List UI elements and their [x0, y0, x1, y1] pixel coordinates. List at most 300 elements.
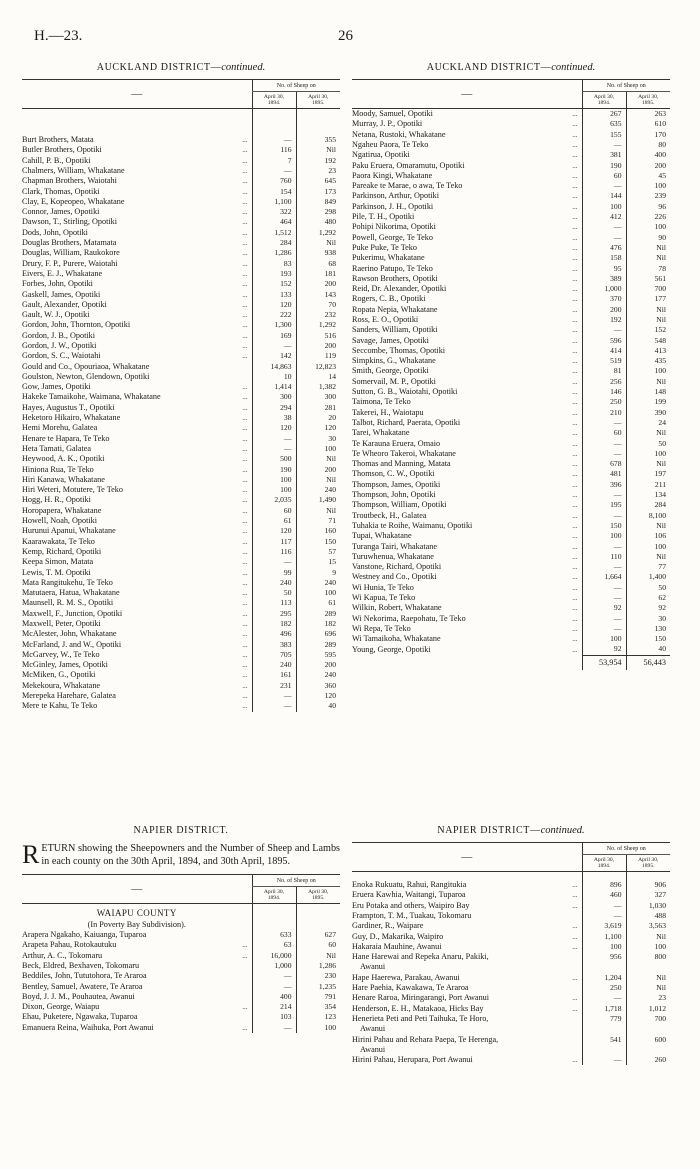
year-1894-header: April 30, 1894. — [252, 92, 296, 109]
sheep-1895 — [626, 1024, 670, 1034]
table-row: Henare te Hapara, Te Teko ... — 30 — [22, 434, 340, 444]
owner-name: Cahill, P. B., Opotiki — [22, 155, 91, 165]
owner-name: Maxwell, Peter, Opotiki — [22, 619, 101, 628]
sheep-1895: 480 — [296, 217, 340, 227]
sheep-1895: 68 — [296, 259, 340, 269]
owner-name: Guy, D., Makarika, Waipiro — [352, 931, 444, 941]
subdivision-heading: (In Poverty Bay Subdivision). — [87, 920, 186, 929]
owner-name: Raerino Patupo, Te Teko — [352, 263, 433, 273]
sheep-table — [22, 874, 340, 1033]
sheep-1894: 476 — [582, 243, 626, 253]
sheep-1895: 100 — [626, 366, 670, 376]
sheep-1894: 193 — [252, 269, 296, 279]
owner-name: Mata Rangitukehu, Te Teko — [22, 577, 113, 587]
sheep-count-header: No. of Sheep on — [252, 80, 340, 92]
sheep-1895: 390 — [626, 408, 670, 418]
name-column-header: — — [22, 875, 252, 904]
sheep-1894: 496 — [252, 629, 296, 639]
table-row: Troutbeck, H., Galatea ... — 8,100 — [352, 511, 670, 521]
sheep-1894: — — [582, 993, 626, 1003]
owner-name: Gordon, S. C., Waiotahi — [22, 351, 101, 361]
sheep-1895: 240 — [296, 485, 340, 495]
table-row: Taimona, Te Teko ... 250 199 — [352, 397, 670, 407]
owner-name: Thomas and Manning, Matata — [352, 459, 451, 469]
sheep-1895: 106 — [626, 531, 670, 541]
sheep-1894: 200 — [582, 305, 626, 315]
sheep-1894: 267 — [582, 109, 626, 120]
owner-name: Taimona, Te Teko — [352, 397, 411, 407]
table-row: Young, George, Opotiki ... 92 40 — [352, 644, 670, 655]
owner-name: Wi Nekorima, Raepohatu, Te Teko — [352, 613, 466, 623]
owner-name: Thomson, C. W., Opotiki — [352, 469, 435, 479]
owner-name: Hane Harewai and Repeka Anaru, Pakiki, — [352, 952, 489, 962]
sheep-1894: 214 — [252, 1002, 296, 1012]
sheep-1895: 9 — [296, 567, 340, 577]
sheep-1894: 481 — [582, 469, 626, 479]
owner-name: Gaskell, James, Opotiki — [22, 289, 101, 299]
sheep-table — [352, 79, 670, 670]
owner-name: Rawson Brothers, Opotiki — [352, 273, 438, 283]
table-row: Douglas Brothers, Matamata ... 284 Nil — [22, 238, 340, 248]
sheep-1894: 100 — [582, 634, 626, 644]
owner-name: Butler Brothers, Opotiki — [22, 145, 102, 155]
sheep-1894: 322 — [252, 207, 296, 217]
sheep-1895: 239 — [626, 191, 670, 201]
sheep-1894: 100 — [582, 942, 626, 952]
sheep-1895: 130 — [626, 624, 670, 634]
sheep-1894: — — [582, 511, 626, 521]
sheep-1895: 119 — [296, 351, 340, 361]
sheep-1894: 81 — [582, 366, 626, 376]
sheep-1894: 896 — [582, 880, 626, 890]
table-row: Arapeta Pahau, Rotokautuku ... 63 60 — [22, 940, 340, 950]
sheep-1894: 113 — [252, 598, 296, 608]
table-row: Maunsell, R. M. S., Opotiki ... 113 61 — [22, 598, 340, 608]
sheep-1895: 938 — [296, 248, 340, 258]
sheep-1895: 240 — [296, 578, 340, 588]
sheep-1894: — — [582, 449, 626, 459]
sheep-1895: 1,286 — [296, 961, 340, 971]
sheep-1895: 200 — [626, 160, 670, 170]
table-row: Gault, Alexander, Opotiki ... 120 70 — [22, 300, 340, 310]
table-row: Wi Hunia, Te Teko ... — 50 — [352, 583, 670, 593]
owner-name: Arthur, A. C., Tokomaru — [22, 950, 103, 960]
year-1894-header: April 30, 1894. — [582, 92, 626, 109]
table-row: Wi Nekorima, Raepohatu, Te Teko ... — 30 — [352, 614, 670, 624]
owner-name: Hare Paehia, Kawakawa, Te Araroa — [352, 983, 469, 993]
owner-name: Henderson, E. H., Matakaoa, Hicks Bay — [352, 1003, 484, 1013]
sheep-1895: 100 — [626, 541, 670, 551]
sheep-1895: Nil — [626, 243, 670, 253]
owner-name: Chalmers, William, Whakatane — [22, 165, 125, 175]
sheep-1895: 61 — [296, 598, 340, 608]
table-row: Hakaraia Mauhine, Awanui ... 100 100 — [352, 942, 670, 952]
table-row: Hiniona Rua, Te Teko ... 190 200 — [22, 465, 340, 475]
owner-name: McAlester, John, Whakatane — [22, 629, 117, 639]
sheep-1895: Nil — [626, 459, 670, 469]
table-row: Gardiner, R., Waipare ... 3,619 3,563 — [352, 921, 670, 931]
owner-name: Hirini Pahau and Rehara Paepa, Te Herenga, — [352, 1034, 499, 1044]
table-row: McFarland, J. and W., Opotiki ... 383 289 — [22, 640, 340, 650]
owner-name: Pile, T. H., Opotiki — [352, 212, 415, 222]
table-row: Mekekoura, Whakatane ... 231 360 — [22, 681, 340, 691]
sheep-1895: 71 — [296, 516, 340, 526]
owner-name: Netana, Rustoki, Whakatane — [352, 129, 446, 139]
table-row: Guy, D., Makarika, Waipiro ... 1,100 Nil — [352, 931, 670, 941]
table-row: Arthur, A. C., Tokomaru ... 16,000 Nil — [22, 951, 340, 961]
sheep-1895: 240 — [296, 670, 340, 680]
sheep-1894: 100 — [582, 202, 626, 212]
sheep-1895: 488 — [626, 911, 670, 921]
sheep-1894: 2,035 — [252, 495, 296, 505]
sheep-1894: 116 — [252, 547, 296, 557]
return-intro: RETURN showing the Sheepowners and the Number of Sheep and Lambs in each county on the 30th April, 1894, and 30th April, 1895. — [22, 840, 340, 869]
table-row: Enoka Rukuatu, Rahui, Rangitukia ... 896 906 — [352, 880, 670, 890]
sheep-1894: 635 — [582, 119, 626, 129]
table-row: Tarei, Whakatane ... 60 Nil — [352, 428, 670, 438]
sheep-1895: 15 — [296, 557, 340, 567]
table-row: Hiri Kanawa, Whakatane ... 100 Nil — [22, 475, 340, 485]
owner-name: Ross, E. O., Opotiki — [352, 314, 419, 324]
table-row: Rawson Brothers, Opotiki ... 389 561 — [352, 274, 670, 284]
sheep-1894: 414 — [582, 346, 626, 356]
table-row: Thomson, C. W., Opotiki ... 481 197 — [352, 469, 670, 479]
table-row: Gordon, J. W., Opotiki ... — 200 — [22, 341, 340, 351]
sheep-1895: 100 — [296, 444, 340, 454]
table-row — [22, 930, 340, 940]
sheep-1895: 100 — [296, 588, 340, 598]
table-row: Keepa Simon, Matata ... — 15 — [22, 557, 340, 567]
table-row: Gordon, John, Thornton, Opotiki ... 1,300 1,292 — [22, 320, 340, 330]
sheep-1894: 120 — [252, 300, 296, 310]
sheep-count-header: No. of Sheep on — [252, 875, 340, 887]
sheep-1894: — — [582, 439, 626, 449]
sheep-1895: 1,030 — [626, 901, 670, 911]
sheep-1894: 396 — [582, 480, 626, 490]
table-row: Powell, George, Te Teko ... — 90 — [352, 233, 670, 243]
sheep-1895: 199 — [626, 397, 670, 407]
owner-name: McGarvey, W., Te Teko — [22, 649, 100, 659]
sheep-1894: 14,863 — [252, 362, 296, 372]
sheep-1895: 800 — [626, 952, 670, 962]
owner-name: Kemp, Richard, Opotiki — [22, 546, 102, 556]
owner-name: Turanga Tairi, Whakatane — [352, 541, 437, 551]
sheep-1895: Nil — [626, 305, 670, 315]
table-row: Seccombe, Thomas, Opotiki ... 414 413 — [352, 346, 670, 356]
table-row: Cahill, P. B., Opotiki ... 7 192 — [22, 156, 340, 166]
owner-name: Emanuera Reina, Waihuka, Port Awanui — [22, 1022, 154, 1032]
sheep-1894: 250 — [582, 397, 626, 407]
sheep-1894: 383 — [252, 640, 296, 650]
owner-name: Wi Hunia, Te Teko — [352, 582, 414, 592]
table-row: Butler Brothers, Opotiki ... 116 Nil — [22, 145, 340, 155]
table-row: Ropata Nepia, Whakatane ... 200 Nil — [352, 305, 670, 315]
sheep-1895: 123 — [296, 1012, 340, 1022]
sheep-1895: 791 — [296, 992, 340, 1002]
table-row: Chapman Brothers, Waiotahi ... 760 645 — [22, 176, 340, 186]
owner-name: Burt Brothers, Matata — [22, 135, 94, 145]
owner-name: Te Wheoro Takeroi, Whakatane — [352, 448, 456, 458]
sheep-1894: — — [252, 557, 296, 567]
owner-name: Kaarawakata, Te Teko — [22, 536, 95, 546]
table-row: Hakeke Tamaikohe, Waimana, Whakatane ... 300 300 — [22, 392, 340, 402]
sheep-1895 — [626, 962, 670, 972]
sheep-1895: 226 — [626, 212, 670, 222]
owner-name: Dawson, T., Stirling, Opotiki — [22, 217, 117, 227]
sheep-1895: 23 — [626, 993, 670, 1003]
sheep-1895: 1,490 — [296, 495, 340, 505]
sheep-1895: 413 — [626, 346, 670, 356]
sheep-1894: 256 — [582, 377, 626, 387]
table-row: Wi Tamaikoha, Whakatane ... 100 150 — [352, 634, 670, 644]
sheep-1894: — — [582, 181, 626, 191]
table-row: Somervail, M. P., Opotiki ... 256 Nil — [352, 377, 670, 387]
sheep-1895: 120 — [296, 423, 340, 433]
sheep-1895: 160 — [296, 526, 340, 536]
owner-name: Westney and Co., Opotiki — [352, 572, 437, 582]
table-row: Pile, T. H., Opotiki ... 412 226 — [352, 212, 670, 222]
sheep-1894: — — [252, 1023, 296, 1033]
table-row: Simpkins, G., Whakatane ... 519 435 — [352, 356, 670, 366]
sheep-1894: — — [582, 593, 626, 603]
owner-name: Tupai, Whakatane — [352, 531, 412, 541]
table-row — [22, 971, 340, 981]
sheep-1894: 38 — [252, 413, 296, 423]
sheep-1895: 435 — [626, 356, 670, 366]
sheep-1895: 561 — [626, 274, 670, 284]
sheep-1895: 1,012 — [626, 1004, 670, 1014]
table-row: Sutton, G. B., Waiotahi, Opotiki ... 146 148 — [352, 387, 670, 397]
table-row: Tupai, Whakatane ... 100 106 — [352, 531, 670, 541]
table-row: Gaskell, James, Opotiki ... 133 143 — [22, 289, 340, 299]
sheep-1895: 627 — [296, 930, 340, 940]
sheep-1895: 263 — [626, 109, 670, 120]
owner-name: Pukerimu, Whakatane — [352, 253, 425, 263]
sheep-1895: 77 — [626, 562, 670, 572]
sheep-1894: — — [582, 624, 626, 634]
table-row: Sanders, William, Opotiki ... — 152 — [352, 325, 670, 335]
sheep-1894: 99 — [252, 567, 296, 577]
sheep-1894: 1,204 — [582, 973, 626, 983]
sheep-1894: 100 — [582, 531, 626, 541]
owner-name: Takerei, H., Waiotapu — [352, 407, 424, 417]
sheep-1895: 100 — [626, 942, 670, 952]
napier-district-left — [22, 825, 340, 1033]
sheep-1894: 240 — [252, 660, 296, 670]
sheep-1895: 298 — [296, 207, 340, 217]
owner-name: Wi Repa, Te Teko — [352, 623, 411, 633]
sheep-1894: 100 — [252, 485, 296, 495]
section-title: AUCKLAND DISTRICT—continued. — [426, 62, 596, 73]
owner-name: Merepeka Harehare, Galatea — [22, 691, 116, 701]
sheep-1895: 327 — [626, 890, 670, 900]
owner-name: Mekekoura, Whakatane — [22, 680, 101, 690]
sheep-1894: 60 — [582, 428, 626, 438]
owner-name: Connor, James, Opotiki — [22, 207, 100, 217]
sheep-1894: — — [582, 901, 626, 911]
owner-name: Beck, Eldred, Bexhaven, Tokomaru — [22, 960, 140, 970]
table-row: Westney and Co., Opotiki ... 1,664 1,400 — [352, 572, 670, 582]
owner-name: Douglas, William, Raukokore — [22, 248, 120, 258]
table-row — [352, 1024, 670, 1034]
owner-name: Hiniona Rua, Te Teko — [22, 464, 94, 474]
sheep-1894: — — [582, 562, 626, 572]
sheep-1895: 40 — [296, 701, 340, 711]
sheep-1895: Nil — [626, 428, 670, 438]
sheep-1894: 1,000 — [252, 961, 296, 971]
table-row: Netana, Rustoki, Whakatane ... 155 170 — [352, 130, 670, 140]
sheep-1894: — — [582, 1055, 626, 1065]
sheep-1895: 700 — [626, 284, 670, 294]
owner-name: Henerieta Peti and Peti Taihuka, Te Horo, — [352, 1013, 489, 1023]
sheep-1895: 100 — [626, 181, 670, 191]
sheep-1894: 50 — [252, 588, 296, 598]
sheep-1895: 260 — [626, 1055, 670, 1065]
table-row: Turuwhenua, Whakatane ... 110 Nil — [352, 552, 670, 562]
owner-name: Hiri Weteri, Motutere, Te Teko — [22, 485, 123, 495]
owner-name: Henare Raroa, Miringarangi, Port Awanui — [352, 993, 490, 1003]
totals-row — [352, 655, 670, 670]
owner-name: Horopapera, Whakatane — [22, 505, 102, 515]
sheep-1895: Nil — [626, 931, 670, 941]
year-1895-header: April 30, 1895. — [296, 92, 340, 109]
section-title: NAPIER DISTRICT. — [133, 825, 229, 836]
sheep-1895: 355 — [296, 135, 340, 145]
sheep-1895: 100 — [626, 222, 670, 232]
table-row: Wi Repa, Te Teko ... — 130 — [352, 624, 670, 634]
sheep-1895: 232 — [296, 310, 340, 320]
sheep-1895: 12,823 — [296, 362, 340, 372]
sheep-1895: 78 — [626, 263, 670, 273]
table-row: Dods, John, Opotiki ... 1,512 1,292 — [22, 228, 340, 238]
sheep-1894: 519 — [582, 356, 626, 366]
sheep-1895: 50 — [626, 439, 670, 449]
table-row: Connor, James, Opotiki ... 322 298 — [22, 207, 340, 217]
sheep-1894: 158 — [582, 253, 626, 263]
owner-name: Te Karauna Eruera, Omaio — [352, 438, 441, 448]
owner-name: Gault, W. J., Opotiki — [22, 310, 90, 320]
auckland-district-left — [22, 62, 340, 712]
table-row: Talbot, Richard, Paerata, Opotiki ... — 24 — [352, 418, 670, 428]
sheep-1895: 200 — [296, 660, 340, 670]
sheep-1895: 1,382 — [296, 382, 340, 392]
sheep-1895: 20 — [296, 413, 340, 423]
table-row — [22, 981, 340, 991]
sheep-1894: 240 — [252, 578, 296, 588]
sheep-1895: 150 — [626, 634, 670, 644]
sheep-1894: 117 — [252, 537, 296, 547]
owner-name: Hiri Kanawa, Whakatane — [22, 474, 105, 484]
owner-name: Savage, James, Opotiki — [352, 335, 429, 345]
table-row: Pohipi Nikorima, Opotiki ... — 100 — [352, 222, 670, 232]
table-row: Murray, J. P., Opotiki ... 635 610 — [352, 119, 670, 129]
owner-name: Lewis, T. M. Opotiki — [22, 567, 91, 577]
sheep-1894: 1,414 — [252, 382, 296, 392]
table-row: Horopapera, Whakatane ... 60 Nil — [22, 506, 340, 516]
sheep-1895: 173 — [296, 186, 340, 196]
sheep-1895: Nil — [626, 973, 670, 983]
sheep-count-header: No. of Sheep on — [582, 80, 670, 92]
sheep-1895: 700 — [626, 1014, 670, 1024]
owner-name: Somervail, M. P., Opotiki — [352, 376, 436, 386]
owner-name: Howell, Noah, Opotiki — [22, 516, 98, 526]
sheep-1895: 23 — [296, 166, 340, 176]
owner-name: Hape Haerewa, Parakau, Awanui — [352, 972, 460, 982]
sheep-1895: 300 — [296, 392, 340, 402]
sheep-1895: 906 — [626, 880, 670, 890]
owner-name: Troutbeck, H., Galatea — [352, 510, 427, 520]
sheep-1895: Nil — [626, 552, 670, 562]
sheep-1895: 400 — [626, 150, 670, 160]
table-row: Merepeka Harehare, Galatea ... — 120 — [22, 691, 340, 701]
owner-name: Ehau, Puketere, Ngawaka, Tuparoa — [22, 1012, 138, 1022]
sheep-1894: 16,000 — [252, 951, 296, 961]
sheep-1895: 197 — [626, 469, 670, 479]
sheep-1894: — — [252, 444, 296, 454]
table-row — [352, 911, 670, 921]
owner-name: Bentley, Samuel, Awatere, Te Araroa — [22, 981, 143, 991]
table-row: Puke Puke, Te Teko ... 476 Nil — [352, 243, 670, 253]
owner-name: Eru Potaka and others, Waipiro Bay — [352, 900, 470, 910]
sheep-1895: 289 — [296, 609, 340, 619]
table-row: Raerino Patupo, Te Teko ... 95 78 — [352, 263, 670, 273]
sheep-1894: 956 — [582, 952, 626, 962]
table-row: Ngatirua, Opotiki ... 381 400 — [352, 150, 670, 160]
sheep-1895: Nil — [296, 475, 340, 485]
owner-name: Chapman Brothers, Waiotahi — [22, 176, 117, 186]
owner-name: Thompson, William, Opotiki — [352, 500, 447, 510]
sheep-1894: 284 — [252, 238, 296, 248]
sheep-1895: 143 — [296, 289, 340, 299]
sheep-1895: Nil — [626, 315, 670, 325]
owner-name: Parkinson, J. H., Opotiki — [352, 201, 434, 211]
sheep-1895: 57 — [296, 547, 340, 557]
table-row: Thomas and Manning, Matata ... 678 Nil — [352, 459, 670, 469]
table-row: McAlester, John, Whakatane ... 496 696 — [22, 629, 340, 639]
table-row: Parkinson, J. H., Opotiki ... 100 96 — [352, 202, 670, 212]
table-row — [352, 962, 670, 972]
sheep-table — [352, 842, 670, 1065]
sheep-1894: — — [582, 911, 626, 921]
table-row: Maxwell, Peter, Opotiki ... 182 182 — [22, 619, 340, 629]
sheep-1894: 95 — [582, 263, 626, 273]
sheep-1894: — — [582, 222, 626, 232]
sheep-1895: Nil — [626, 521, 670, 531]
sheep-1895: 148 — [626, 387, 670, 397]
sheep-1895: 516 — [296, 331, 340, 341]
table-row — [22, 362, 340, 372]
owner-name: Mere te Kahu, Te Teko — [22, 701, 98, 711]
table-row — [352, 952, 670, 962]
owner-name: Hurunui Apanui, Whakatane — [22, 526, 116, 536]
table-row: Turanga Tairi, Whakatane ... — 100 — [352, 541, 670, 551]
table-row: Matutaera, Hatua, Whakatane ... 50 100 — [22, 588, 340, 598]
sheep-1894 — [582, 1024, 626, 1034]
owner-name: Simpkins, G., Whakatane — [352, 356, 436, 366]
owner-name: Talbot, Richard, Paerata, Opotiki — [352, 417, 461, 427]
sheep-1894: 633 — [252, 930, 296, 940]
name-column-header: — — [352, 80, 582, 109]
sheep-1894: 596 — [582, 336, 626, 346]
sheep-1894: 464 — [252, 217, 296, 227]
sheep-1894 — [582, 1045, 626, 1055]
owner-name: Maunsell, R. M. S., Opotiki — [22, 598, 114, 608]
owner-name: Beddiles, John, Tututohora, Te Araroa — [22, 971, 147, 981]
owner-name: Ropata Nepia, Whakatane — [352, 304, 438, 314]
total-1895: 56,443 — [626, 655, 670, 670]
table-row: Heta Tamati, Galatea ... — 100 — [22, 444, 340, 454]
owner-name: Goulston, Newton, Glendown, Opotiki — [22, 371, 150, 381]
